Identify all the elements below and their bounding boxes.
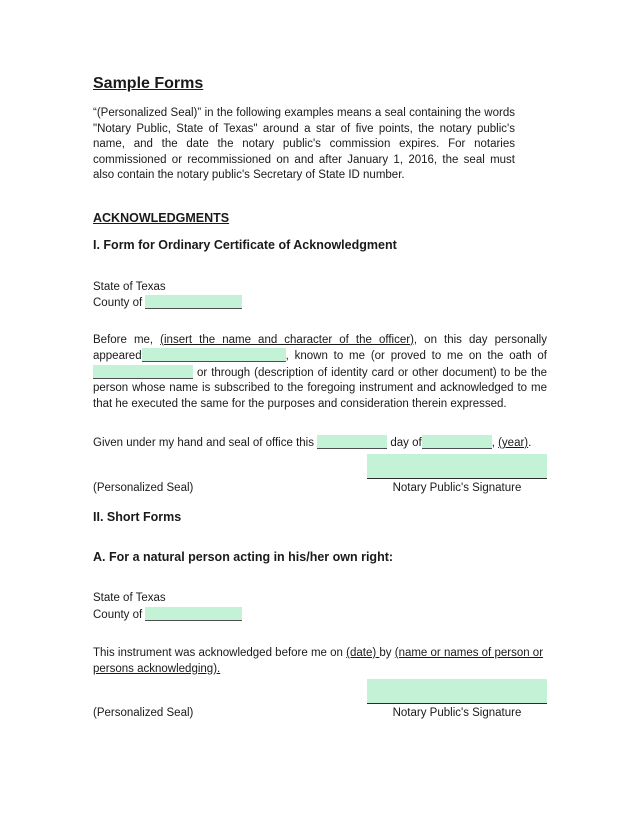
venue-block-1 (93, 280, 547, 312)
appeared-comma: , (285, 350, 289, 362)
page-title: Sample Forms (93, 75, 204, 92)
short-forms-heading: II. Short Forms (93, 510, 182, 524)
personalized-seal-label-2: (Personalized Seal) (93, 707, 194, 719)
notary-signature-label-2: Notary Public's Signature (392, 707, 522, 719)
document-content (93, 74, 547, 722)
year-underline: (year) (498, 437, 529, 449)
month-fill-field[interactable] (422, 435, 492, 449)
state-line: State of Texas (93, 280, 166, 293)
ordinary-certificate-heading: I. Form for Ordinary Certificate of Acknowledgment (93, 238, 397, 252)
intro-paragraph: “(Personalized Seal)” in the following examples means a seal containing the words "Notary Public, State of Texas" around a star of five points, the notary public's name, and the date the notary public's commission expires. For notaries commissioned or recommissioned on and after January 1, 2016, the seal must also contain the notary public's Secretary of State ID number. (93, 107, 515, 181)
natural-person-heading: A. For a natural person acting in his/her own right: (93, 549, 394, 564)
date-underline: (date) (346, 647, 380, 659)
acknowledgments-heading: ACKNOWLEDGMENTS (93, 210, 230, 225)
county-label-2: County of (93, 608, 146, 621)
state-line-2: State of Texas (93, 592, 166, 604)
county-line (93, 295, 547, 312)
notary-signature-area-2 (367, 679, 547, 722)
instrument-lead: This instrument was acknowledged before me on (93, 647, 347, 659)
names-underline: (name or names of person or persons acknowledging). (93, 647, 544, 675)
notary-signature-fill-field[interactable] (367, 454, 547, 479)
personalized-seal-label: (Personalized Seal) (93, 481, 194, 494)
appeared-word: appeared (93, 350, 142, 362)
signature-block-1 (93, 454, 547, 497)
notary-signature-label: Notary Public's Signature (392, 481, 522, 494)
county-fill-field-2[interactable] (145, 607, 242, 621)
before-me-tail: or through (description of identity card or other document) to be the person whose name is subscribed to the foregoing instrument and acknowledged to me that he executed the same for the purposes and consideration therein expressed. (93, 366, 547, 410)
venue-block-2 (93, 591, 547, 623)
given-under-paragraph (93, 435, 547, 452)
before-me-paragraph (93, 333, 547, 413)
county-fill-field[interactable] (145, 295, 242, 309)
appeared-group (93, 350, 289, 362)
given-under-mid: day of (387, 437, 422, 449)
day-fill-field[interactable] (317, 435, 387, 449)
given-under-period: . (528, 437, 532, 449)
appeared-name-fill-field[interactable] (142, 348, 286, 362)
county-line-2 (93, 607, 547, 624)
notary-signature-fill-field-2[interactable] (367, 679, 547, 704)
given-under-comma: , (491, 437, 499, 449)
instrument-by: by (379, 647, 395, 659)
county-label: County of (93, 297, 146, 309)
oath-identity-fill-field[interactable] (93, 365, 193, 379)
given-under-lead: Given under my hand and seal of office this (93, 437, 318, 449)
notary-signature-area (367, 454, 547, 497)
instrument-paragraph (93, 646, 547, 677)
before-me-lead: Before me, (93, 333, 161, 346)
month-group (422, 437, 498, 449)
signature-block-2 (93, 679, 547, 722)
before-me-mid1: , on this day personally (413, 333, 547, 346)
before-me-mid2: known to me (or proved to me on the oath of (288, 350, 547, 362)
officer-instruction-underline: (insert the name and character of the officer) (160, 333, 414, 346)
